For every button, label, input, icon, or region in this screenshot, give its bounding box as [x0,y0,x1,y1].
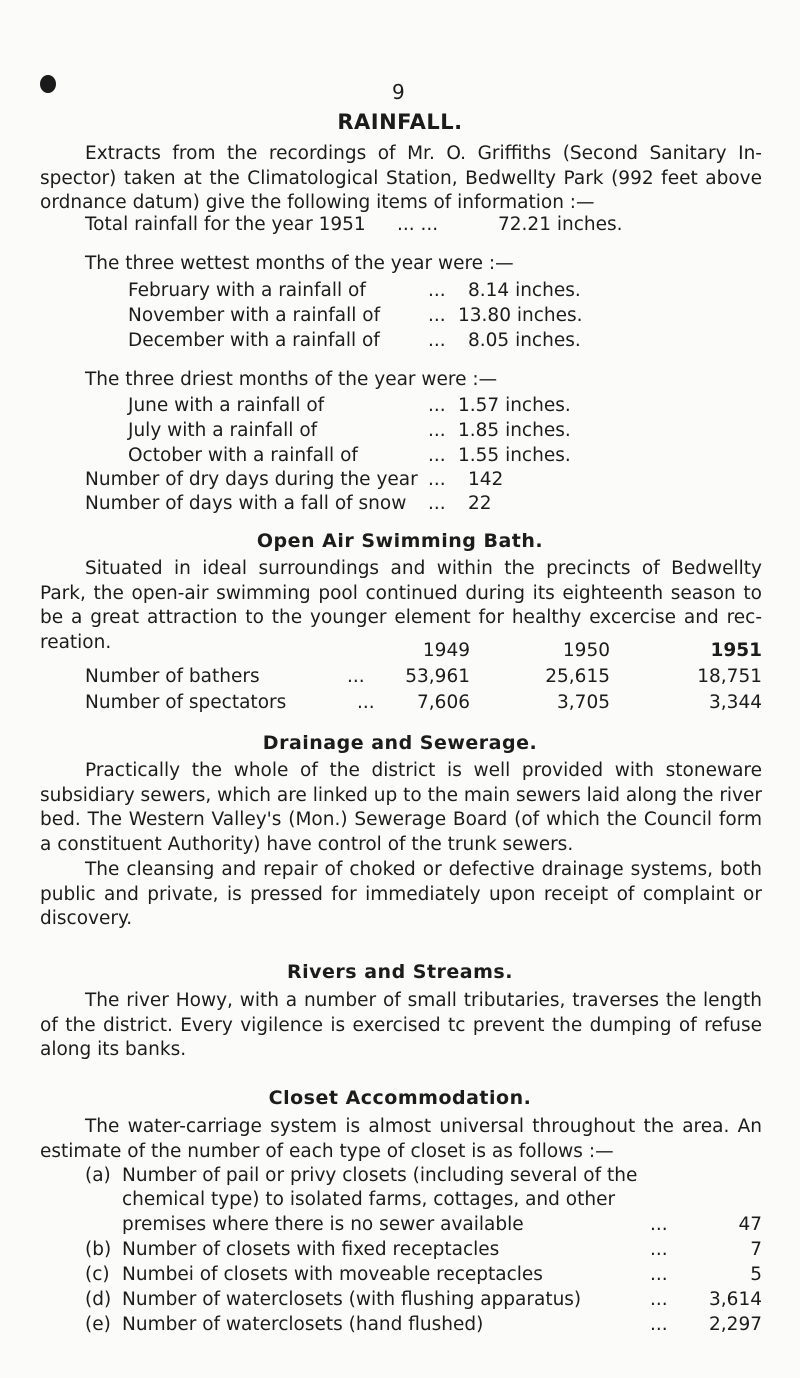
drainage-heading: Drainage and Sewerage. [262,732,538,754]
year-header: 1951 [710,640,762,661]
spectators-value: 7,606 [417,692,470,713]
driest-month-label: June with a rainfall of [128,395,325,416]
snow-days-label: Number of days with a fall of snow [85,493,407,514]
wettest-month-dots: ... [428,305,446,326]
swimming-text: Situated in ideal surroundings and within the precincts of Bedwellty Park, the open-air swimming pool continued during its eighteenth season to be a great attraction to the younger element for healthy excercise and rec- reation. [40,558,762,653]
wettest-month-label: February with a rainfall of [128,280,366,301]
dry-days-value: 142 [468,469,504,490]
wettest-heading: The three wettest months of the year were :— [85,253,514,274]
driest-month-value: 1.55 inches. [458,445,571,466]
total-rainfall-dots: ... ... [397,214,439,235]
closet-item-dots: ... [650,1264,668,1285]
rivers-heading: Rivers and Streams. [287,961,513,983]
driest-month-label: July with a rainfall of [128,420,318,441]
closet-item-letter: (e) [85,1314,111,1335]
total-rainfall-value: 72.21 inches. [498,214,623,235]
bathers-dots: ... [347,666,365,687]
driest-month-dots: ... [428,420,446,441]
closet-item-text: Number of closets with fixed receptacles [122,1239,500,1260]
snow-days-dots: ... [428,493,446,514]
closet-item-letter: (a) [85,1165,111,1186]
page-title: RAINFALL. [337,110,463,134]
closet-item-dots: ... [650,1289,668,1310]
spectators-value: 3,344 [709,692,762,713]
closet-item-value: 3,614 [709,1289,762,1310]
closet-item-letter: (b) [85,1239,112,1260]
closet-item-value: 47 [738,1214,762,1235]
dry-days-dots: ... [428,469,446,490]
drainage-paragraph-2: The cleansing and repair of choked or defective drainage systems, both public and private, is pressed for immediately upon receipt of complaint or discovery. [40,859,762,929]
closet-item-value: 5 [750,1264,762,1285]
wettest-month-label: November with a rainfall of [128,305,381,326]
rivers-text: The river Howy, with a number of small tributaries, traverses the length of the district. Every vigilence is exercised tc prevent the dumping of refuse along its banks. [40,990,762,1060]
bathers-value: 53,961 [405,666,470,687]
total-rainfall-label: Total rainfall for the year 1951 [85,214,366,235]
wettest-month-label: December with a rainfall of [128,330,380,351]
driest-heading: The three driest months of the year were :— [85,369,498,390]
dry-days-label: Number of dry days during the year [85,469,418,490]
driest-month-label: October with a rainfall of [128,445,358,466]
closet-item-dots: ... [650,1239,668,1260]
driest-month-dots: ... [428,445,446,466]
wettest-month-dots: ... [428,330,446,351]
wettest-month-value: 8.05 inches. [468,330,581,351]
closet-item-dots: ... [650,1314,668,1335]
closet-item-text: premises where there is no sewer available [122,1214,524,1235]
closet-heading: Closet Accommodation. [268,1087,532,1109]
driest-month-value: 1.85 inches. [458,420,571,441]
page-number: 9 [392,80,405,104]
closet-item-letter: (d) [85,1289,112,1310]
spectators-value: 3,705 [557,692,610,713]
bathers-label: Number of bathers [85,666,260,687]
year-header: 1949 [422,640,470,661]
spectators-label: Number of spectators [85,692,287,713]
closet-intro: The water-carriage system is almost universal throughout the area. An estimate of the number of each type of closet is as follows :— [40,1116,762,1162]
driest-month-dots: ... [428,395,446,416]
spectators-dots: ... [357,692,375,713]
closet-item-text: Number of waterclosets (hand flushed) [122,1314,484,1335]
closet-item-value: 2,297 [709,1314,762,1335]
closet-item-value: 7 [750,1239,762,1260]
closet-item-letter: (c) [85,1264,110,1285]
rainfall-intro: Extracts from the recordings of Mr. O. Griffiths (Second Sanitary In- spector) taken at the Climatological Station, Bedwellty Park (992 feet above ordnance datum) give the following items of information :— [40,143,762,213]
wettest-month-value: 8.14 inches. [468,280,581,301]
wettest-month-dots: ... [428,280,446,301]
wettest-month-value: 13.80 inches. [458,305,583,326]
bathers-value: 18,751 [697,666,762,687]
drainage-paragraph-1: Practically the whole of the district is well provided with stoneware subsidiary sewers, which are linked up to the main sewers laid along the river bed. The Western Valley's (Mon.) Sewerage Board (of which the Council form a constituent Authority) have control of the trunk sewers. [40,760,762,855]
driest-month-value: 1.57 inches. [458,395,571,416]
closet-item-text: Numbei of closets with moveable receptacles [122,1264,543,1285]
bathers-value: 25,615 [545,666,610,687]
closet-item-text: Number of pail or privy closets (including several of the [122,1165,638,1186]
snow-days-value: 22 [468,493,492,514]
year-header: 1950 [562,640,610,661]
swimming-heading: Open Air Swimming Bath. [256,530,544,552]
closet-item-dots: ... [650,1214,668,1235]
closet-item-text: chemical type) to isolated farms, cottages, and other [122,1189,616,1210]
closet-item-text: Number of waterclosets (with flushing apparatus) [122,1289,582,1310]
ink-blot-mark [40,75,56,93]
